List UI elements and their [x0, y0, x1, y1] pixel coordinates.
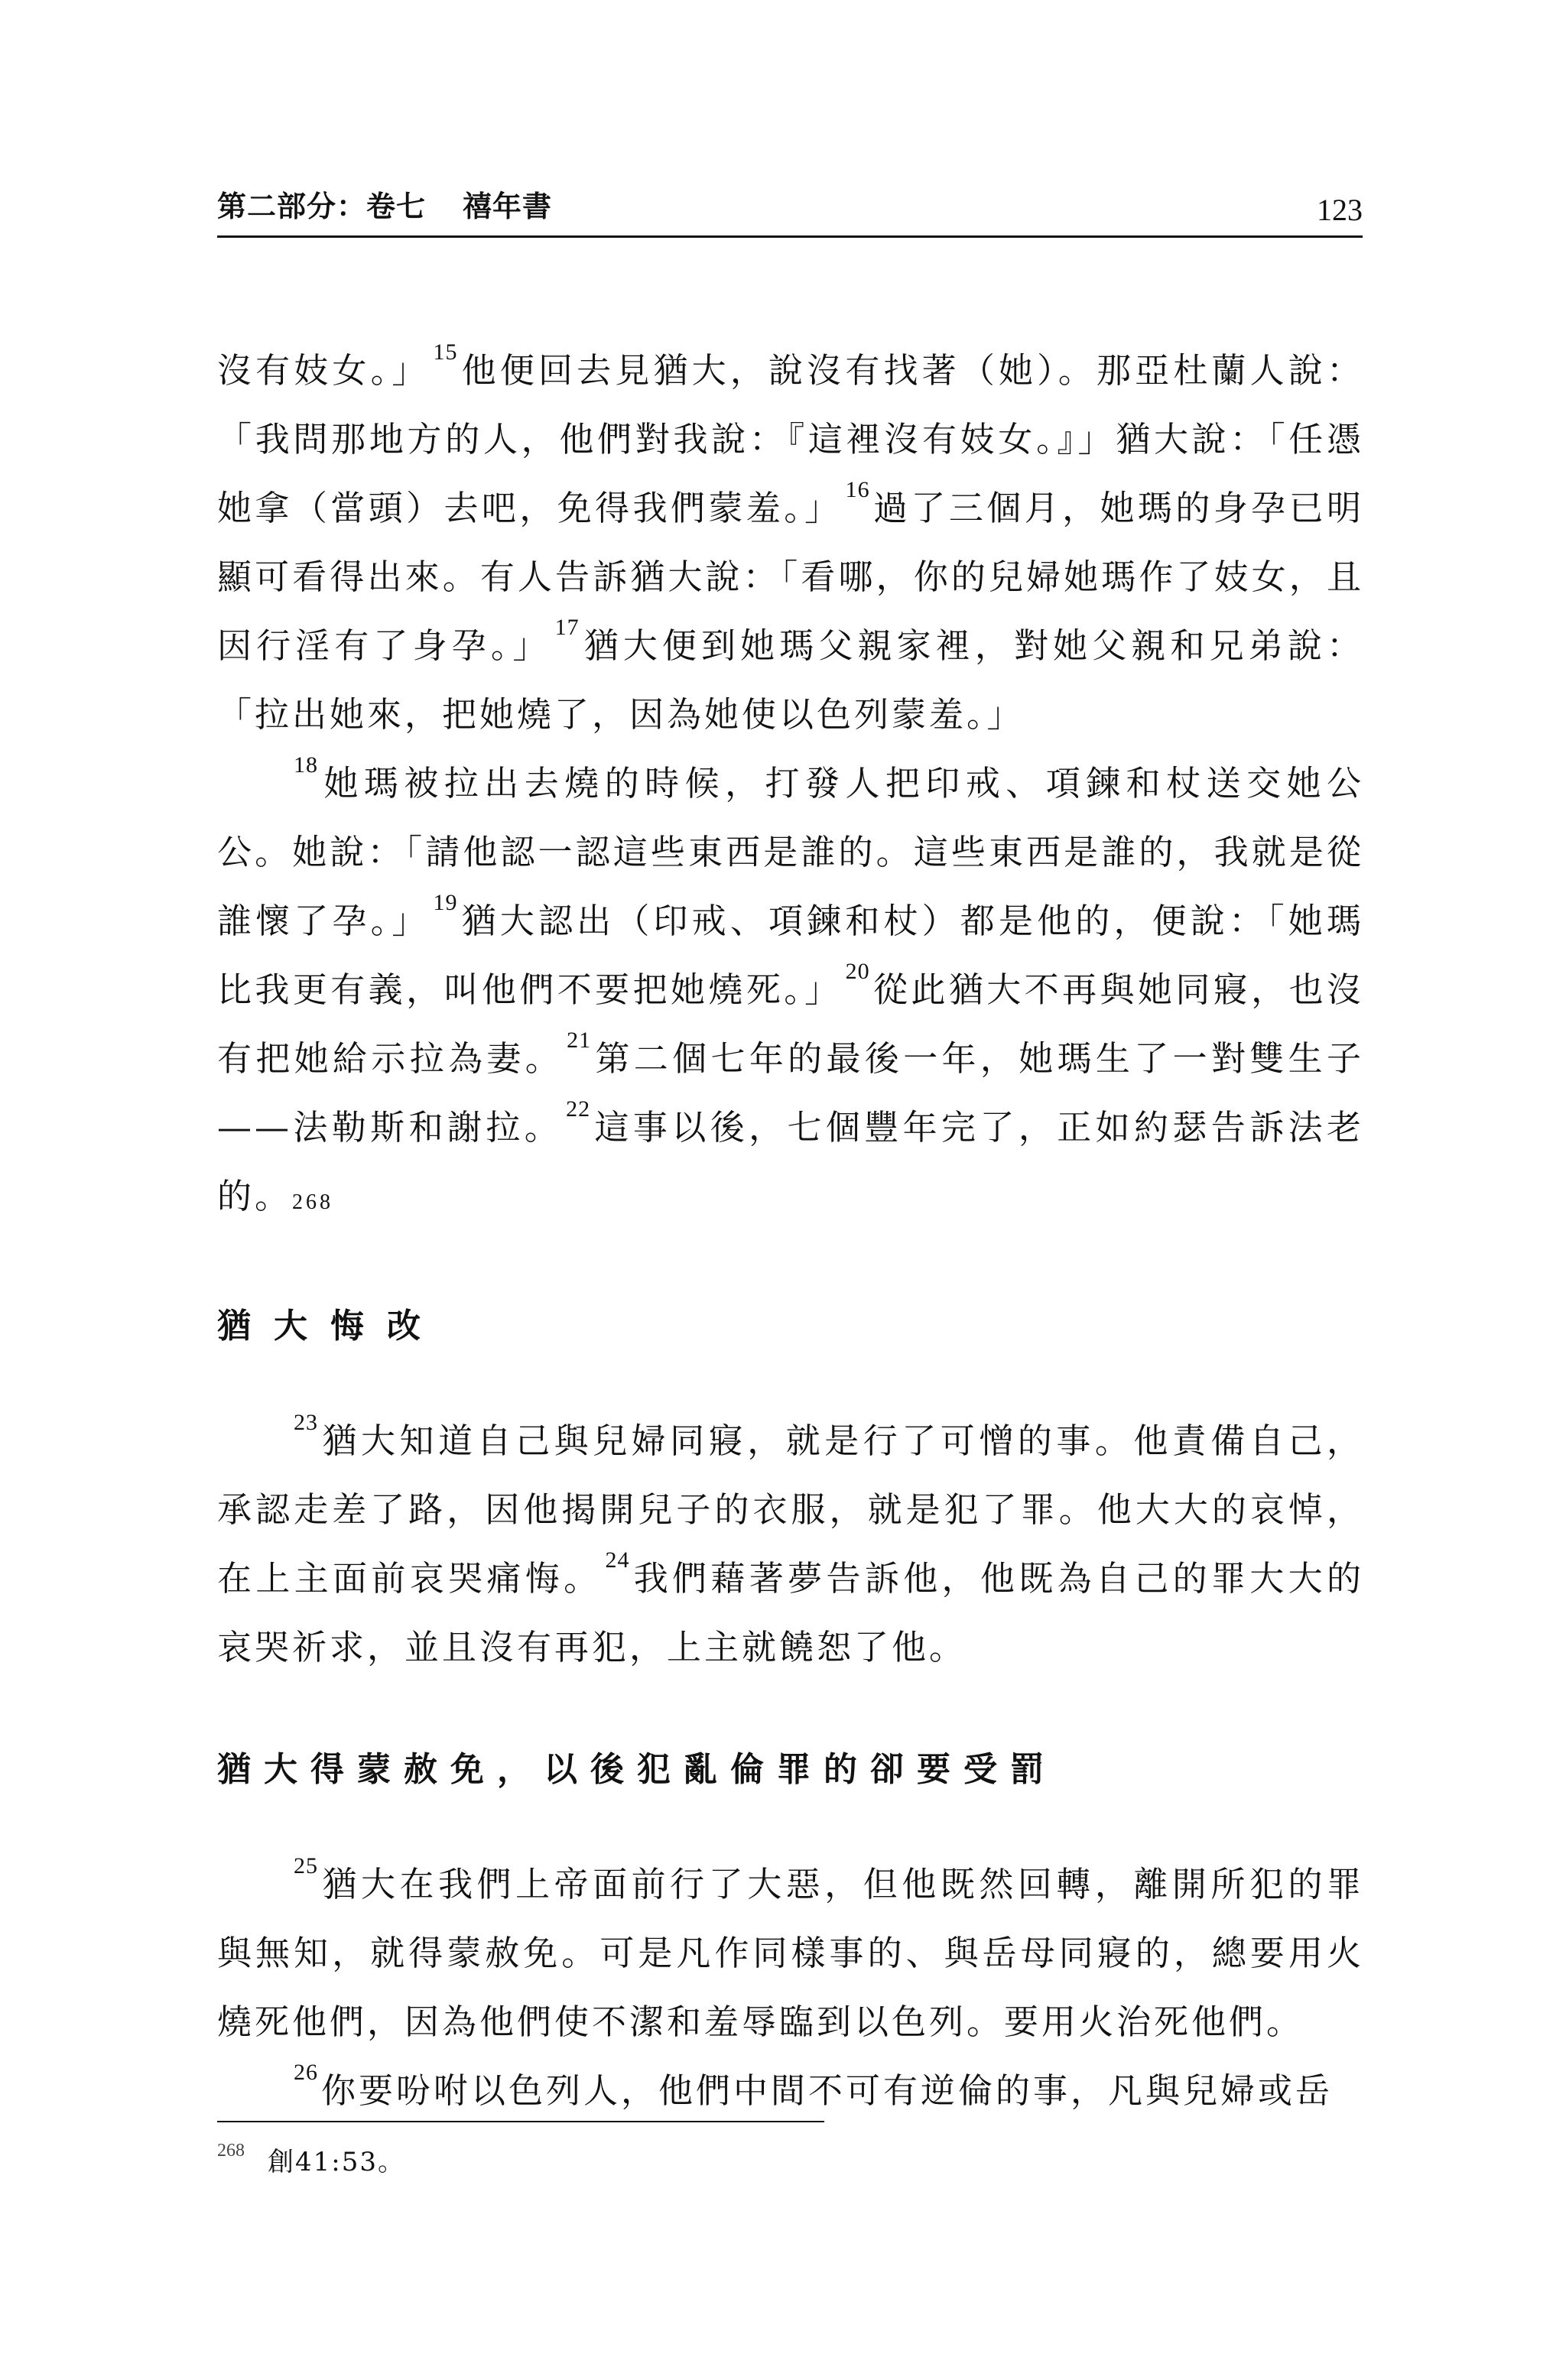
verse-number: 22 — [566, 1096, 591, 1122]
text-run: 過了三個月，她瑪的身孕已明顯可看得出來。有人告訴猶大說：「看哪，你的兒婦她瑪作了妓女，且因行淫有了身孕。」 — [217, 488, 1364, 666]
paragraph — [217, 336, 1364, 749]
verse-number: 24 — [605, 1547, 630, 1573]
section-heading: 猶大得蒙赦免，以後犯亂倫罪的卻要受罰 — [217, 1750, 1057, 1789]
text-run: 從此猶大不再與她同寢，也沒有把她給示拉為妻。 — [217, 969, 1364, 1079]
footnote-rule — [217, 2121, 824, 2122]
footnote-number: 268 — [217, 2141, 245, 2161]
verse-number: 16 — [845, 477, 870, 502]
footnote-text: 創41:53。 — [268, 2147, 405, 2177]
paragraph — [217, 749, 1364, 1231]
footnote-ref: 268 — [292, 1190, 334, 1214]
text-run: 第二個七年的最後一年，她瑪生了一對雙生子——法勒斯和謝拉。 — [217, 1038, 1364, 1148]
verse-number: 23 — [294, 1410, 318, 1435]
part-label: 第二部分：卷七 — [217, 190, 427, 223]
running-title — [217, 183, 552, 225]
text-run: 猶大在我們上帝面前行了大惡，但他既然回轉，離開所犯的罪與無知，就得蒙赦免。可是凡作同樣事的、與岳母同寢的，總要用火燒死他們，因為他們使不潔和羞辱臨到以色列。要用火治死他們。 — [217, 1864, 1364, 2042]
paragraph — [217, 1850, 1364, 2057]
paragraph — [217, 1407, 1364, 1682]
running-header — [217, 177, 1363, 238]
paragraph — [217, 2057, 1364, 2125]
footnote — [217, 2141, 405, 2178]
verse-number: 25 — [294, 1853, 318, 1878]
section-heading: 猶大悔改 — [217, 1307, 443, 1346]
verse-number: 18 — [294, 752, 318, 778]
verse-number: 20 — [845, 959, 870, 984]
book-title: 禧年書 — [463, 190, 553, 223]
text-run: 她瑪被拉出去燒的時候，打發人把印戒、項鍊和杖送交她公公。她說：「請他認一認這些東西是誰的。這些東西是誰的，我就是從誰懷了孕。」 — [217, 763, 1364, 941]
text-run: 沒有妓女。」 — [217, 350, 430, 391]
verse-number: 26 — [294, 2060, 318, 2085]
text-run: 我們藉著夢告訴他，他既為自己的罪大大的哀哭祈求，並且沒有再犯，上主就饒恕了他。 — [217, 1558, 1364, 1667]
text-run: 你要吩咐以色列人，他們中間不可有逆倫的事，凡與兒婦或岳 — [321, 2070, 1334, 2111]
page-number: 123 — [1317, 193, 1363, 227]
text-run: 猶大知道自己與兒婦同寢，就是行了可憎的事。他責備自己，承認走差了路，因他揭開兒子的衣服，就是犯了罪。他大大的哀悼，在上主面前哀哭痛悔。 — [217, 1421, 1364, 1599]
text-run: 他便回去見猶大，說沒有找著（她）。那亞杜蘭人說：「我問那地方的人，他們對我說：『這裡沒有妓女。』」猶大說：「任憑她拿（當頭）去吧，免得我們蒙羞。」 — [217, 350, 1364, 528]
verse-number: 19 — [433, 890, 458, 915]
text-run: 這事以後，七個豐年完了，正如約瑟告訴法老的。 — [217, 1107, 1364, 1216]
text-run: 猶大便到她瑪父親家裡，對她父親和兄弟說：「拉出她來，把她燒了，因為她使以色列蒙羞。」 — [217, 625, 1364, 735]
verse-number: 21 — [567, 1028, 592, 1053]
opening-text — [217, 336, 1364, 1231]
text-run: 猶大認出（印戒、項鍊和杖）都是他的，便說：「她瑪比我更有義，叫他們不要把她燒死。」 — [217, 901, 1364, 1010]
main-text — [217, 336, 1364, 2125]
verse-number: 17 — [554, 615, 580, 640]
verse-number: 15 — [433, 339, 458, 365]
